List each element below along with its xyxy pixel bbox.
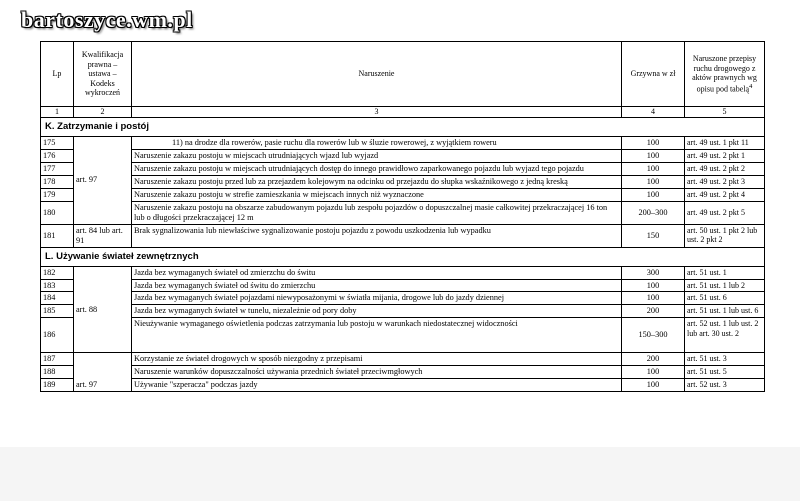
row-violation: Naruszenie zakazu postoju w miejscach utrudniających wjazd lub wyjazd xyxy=(132,149,622,162)
column-number: 2 xyxy=(74,107,132,118)
page-background-strip xyxy=(0,447,800,501)
table-row xyxy=(41,175,765,188)
row-regulation: art. 49 ust. 2 pkt 5 xyxy=(685,201,765,224)
row-fine: 100 xyxy=(622,292,685,305)
row-lp: 186 xyxy=(41,318,74,353)
row-violation: Naruszenie zakazu postoju przed lub za przejazdem kolejowym na odcinku od przejazdu do słupka wskaźnikowego z jedną kreską xyxy=(132,175,622,188)
row-fine: 100 xyxy=(622,188,685,201)
row-violation: Naruszenie warunków dopuszczalności używania przednich świateł przeciwmgłowych xyxy=(132,366,622,379)
row-violation: Naruszenie zakazu postoju w strefie zamieszkania w miejscach innych niż wyznaczone xyxy=(132,188,622,201)
row-regulation: art. 51 ust. 1 lub ust. 6 xyxy=(685,305,765,318)
row-fine: 200 xyxy=(622,305,685,318)
row-lp: 185 xyxy=(41,305,74,318)
row-violation: Naruszenie zakazu postoju w miejscach utrudniających dostęp do innego prawidłowo zaparkowanego pojazdu lub wyjazd tego pojazdu xyxy=(132,162,622,175)
header-regulations-text: Naruszone przepisy ruchu drogowego z aktów prawnych wg opisu pod tabelą xyxy=(692,53,757,94)
row-regulation: art. 52 ust. 1 lub ust. 2 lub art. 30 ust. 2 xyxy=(685,318,765,353)
row-violation: Jazda bez wymaganych świateł w tunelu, niezależnie od pory doby xyxy=(132,305,622,318)
row-fine: 150–300 xyxy=(622,318,685,353)
table-row xyxy=(41,137,765,150)
row-lp: 177 xyxy=(41,162,74,175)
row-regulation: art. 49 ust. 2 pkt 4 xyxy=(685,188,765,201)
row-violation: Jazda bez wymaganych świateł od zmierzchu do świtu xyxy=(132,266,622,279)
section-title: K. Zatrzymanie i postój xyxy=(41,118,765,137)
row-lp: 188 xyxy=(41,366,74,379)
row-regulation: art. 51 ust. 1 lub 2 xyxy=(685,279,765,292)
row-violation: 11) na drodze dla rowerów, pasie ruchu dla rowerów lub w śluzie rowerowej, z wyjątkiem roweru xyxy=(132,137,622,150)
column-number: 4 xyxy=(622,107,685,118)
row-regulation: art. 51 ust. 1 xyxy=(685,266,765,279)
row-regulation: art. 49 ust. 2 pkt 1 xyxy=(685,149,765,162)
section-header-k xyxy=(41,118,765,137)
table-row xyxy=(41,366,765,379)
row-lp: 183 xyxy=(41,279,74,292)
row-lp: 182 xyxy=(41,266,74,279)
table-row xyxy=(41,305,765,318)
table-row xyxy=(41,266,765,279)
row-fine: 100 xyxy=(622,162,685,175)
column-number-row xyxy=(41,107,765,118)
row-fine: 100 xyxy=(622,366,685,379)
row-violation: Używanie "szperacza" podczas jazdy xyxy=(132,379,622,392)
table-row xyxy=(41,149,765,162)
row-violation: Brak sygnalizowania lub niewłaściwe sygnalizowanie postoju pojazdu z powodu uszkodzenia lub wypadku xyxy=(132,224,622,247)
row-lp: 176 xyxy=(41,149,74,162)
table-row xyxy=(41,353,765,366)
table-row xyxy=(41,188,765,201)
row-lp: 179 xyxy=(41,188,74,201)
table-row xyxy=(41,201,765,224)
row-regulation: art. 51 ust. 3 xyxy=(685,353,765,366)
table-row xyxy=(41,379,765,392)
table-row xyxy=(41,318,765,353)
row-lp: 184 xyxy=(41,292,74,305)
row-regulation: art. 51 ust. 5 xyxy=(685,366,765,379)
header-regulations xyxy=(685,42,765,107)
table-header-row xyxy=(41,42,765,107)
header-qualification: Kwalifikacja prawna – ustawa – Kodeks wykroczeń xyxy=(74,42,132,107)
table-row xyxy=(41,162,765,175)
header-violation: Naruszenie xyxy=(132,42,622,107)
row-lp: 178 xyxy=(41,175,74,188)
header-regulations-footnote: 4 xyxy=(749,82,753,90)
row-fine: 150 xyxy=(622,224,685,247)
row-lp: 180 xyxy=(41,201,74,224)
row-fine: 100 xyxy=(622,175,685,188)
row-violation: Nieużywanie wymaganego oświetlenia podczas zatrzymania lub postoju w warunkach niedostatecznej widoczności xyxy=(132,318,622,353)
header-lp: Lp xyxy=(41,42,74,107)
row-lp: 181 xyxy=(41,224,74,247)
row-lp: 187 xyxy=(41,353,74,366)
header-fine: Grzywna w zł xyxy=(622,42,685,107)
row-fine: 200 xyxy=(622,353,685,366)
row-regulation: art. 49 ust. 1 pkt 11 xyxy=(685,137,765,150)
row-violation: Naruszenie zakazu postoju na obszarze zabudowanym pojazdu lub zespołu pojazdów o dopuszczalnej masie całkowitej przekraczającej 16 ton lub o długości przekraczającej 12 m xyxy=(132,201,622,224)
fines-table xyxy=(40,41,765,392)
column-number: 5 xyxy=(685,107,765,118)
row-regulation: art. 51 ust. 6 xyxy=(685,292,765,305)
law-cell: art. 84 lub art. 91 xyxy=(74,224,132,247)
row-fine: 300 xyxy=(622,266,685,279)
row-fine: 100 xyxy=(622,279,685,292)
row-violation: Jazda bez wymaganych świateł od świtu do zmierzchu xyxy=(132,279,622,292)
row-regulation: art. 52 ust. 3 xyxy=(685,379,765,392)
row-regulation: art. 49 ust. 2 pkt 2 xyxy=(685,162,765,175)
row-regulation: art. 49 ust. 2 pkt 3 xyxy=(685,175,765,188)
law-cell: art. 97 xyxy=(74,137,132,225)
row-fine: 200–300 xyxy=(622,201,685,224)
row-lp: 189 xyxy=(41,379,74,392)
law-cell: art. 88 xyxy=(74,266,132,353)
row-violation: Korzystanie ze świateł drogowych w sposób niezgodny z przepisami xyxy=(132,353,622,366)
law-cell: art. 97 xyxy=(74,353,132,392)
site-logo[interactable]: bartoszyce.wm.pl xyxy=(21,7,193,32)
column-number: 1 xyxy=(41,107,74,118)
row-violation: Jazda bez wymaganych świateł pojazdami niewyposażonymi w światła mijania, drogowe lub do jazdy dziennej xyxy=(132,292,622,305)
row-fine: 100 xyxy=(622,379,685,392)
row-fine: 100 xyxy=(622,137,685,150)
section-header-l xyxy=(41,247,765,266)
table-row xyxy=(41,279,765,292)
column-number: 3 xyxy=(132,107,622,118)
section-title: L. Używanie świateł zewnętrznych xyxy=(41,247,765,266)
row-regulation: art. 50 ust. 1 pkt 2 lub ust. 2 pkt 2 xyxy=(685,224,765,247)
table-row xyxy=(41,292,765,305)
row-fine: 100 xyxy=(622,149,685,162)
row-lp: 175 xyxy=(41,137,74,150)
table-row xyxy=(41,224,765,247)
